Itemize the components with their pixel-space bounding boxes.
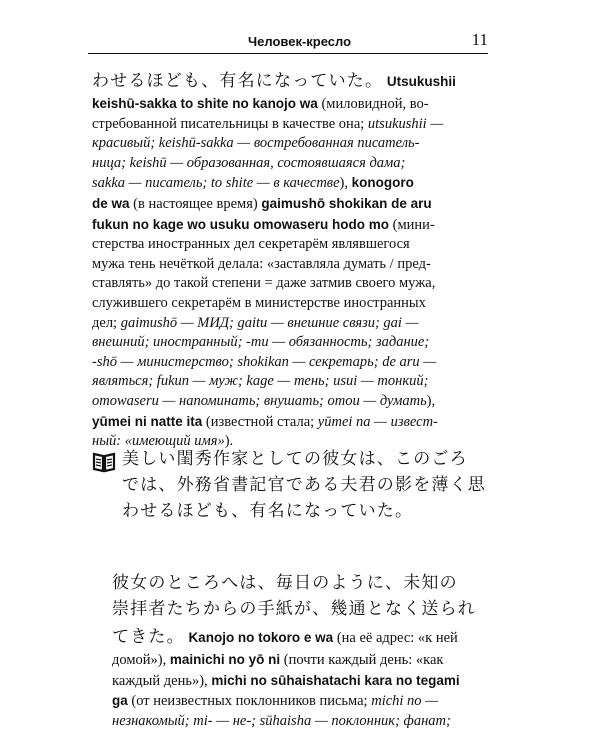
translation-text: ). [224,433,234,450]
translation-text: (миловидной, во- [317,96,429,112]
romaji-term: michi no sūhaishatachi kara no tegami [211,672,460,688]
text-line [92,173,492,194]
romaji-term: gaimushō shokikan de aru [261,195,432,211]
text-line [92,194,492,215]
translation-text: ), [426,392,436,409]
glossary-line: -shō — министерство; shokikan — секретарь; de aru — [92,353,437,370]
text-line [112,691,492,712]
japanese-fragment: てきた。 [112,627,185,647]
text-line [112,650,492,671]
annotation-block-bottom [112,570,492,731]
text-line [92,314,492,334]
japanese-line: 崇拝者たちからの手紙が、幾通となく送られ [112,599,476,619]
translation-line: стерства иностранных дел секретарём являвшегося [92,236,410,253]
romaji-term: keishū-sakka to shite no kanojo wa [92,96,318,111]
romaji-term: Utsukushii [386,74,456,89]
glossary-line: красивый; keishū-sakka — востребованная писатель- [92,135,420,152]
text-line [112,624,492,650]
translation-line: ставлять» до такой степени = даже затмив своего мужа, [92,275,436,292]
glossary-text: yūmei na — извест- [317,413,438,430]
japanese-line: わせるほども、有名になっていた。 [122,501,414,521]
japanese-fragment: わせるほども、有名になっていた。 [92,71,384,91]
open-book-icon [92,451,116,473]
text-line [92,68,492,94]
translation-text: ), [339,175,352,192]
glossary-line: являться; fukun — муж; kage — тень; usui — тонкий; [92,373,429,390]
text-line [112,671,492,692]
romaji-term: ga [112,693,128,709]
romaji-term: konogoro [351,175,414,191]
japanese-paragraph [122,446,502,524]
translation-text: (мини- [389,216,435,233]
translation-text: дел; [92,314,121,331]
translation-text: (на её адрес: «к ней [333,630,458,646]
glossary-text: omowaseru — напоминать; внушать; omou — думать [92,392,427,409]
glossary-line: внешний; иностранный; -mu — обязанность; задание; [92,334,430,351]
romaji-term: mainichi no yō ni [169,652,281,667]
glossary-text: sakka — писатель; to shite — в качестве [92,175,340,192]
romaji-term: Kanojo no tokoro e wa [188,630,334,645]
glossary-text: michi no — [371,693,439,710]
annotation-block-top [92,68,492,452]
text-line [92,412,492,433]
japanese-line: 彼女のところへは、毎日のように、未知の [112,573,458,593]
translation-text: домой»), [112,652,170,668]
glossary-text: gaimushō — МИД; gaitu — внешние связи; gai — [120,314,419,331]
text-line [92,115,492,135]
text-line [92,215,492,236]
translation-line: мужа тень нечёткой делала: «заставляла думать / пред- [92,255,431,272]
translation-line: служившего секретарём в министерстве иностранных [92,294,426,311]
glossary-line: незнакомый; mi- — не-; sūhaisha — поклонник; фанат; [112,712,451,729]
japanese-line: 美しい閨秀作家としての彼女は、このごろ [122,449,468,469]
page-number: 11 [471,30,488,49]
romaji-term: de wa [92,195,130,211]
glossary-text: utsukushii — [367,115,444,132]
translation-text: (известной стала; [202,413,318,430]
page-header [88,26,488,52]
japanese-line: では、外務省書記官である夫君の影を薄く思 [122,475,486,495]
romaji-term: yūmei ni natte ita [92,413,203,429]
text-line [92,94,492,115]
translation-text: (почти каждый день: «как [280,652,444,668]
translation-text: (в настоящее время) [129,195,262,212]
translation-text: (от неизвестных поклонников письма; [127,693,372,710]
glossary-line: ница; keishū — образованная, состоявшаяся дама; [92,154,406,171]
romaji-term: fukun no kage wo usuku omowaseru hodo mo [92,216,390,232]
text-line [92,392,492,412]
translation-text: каждый день»), [112,672,212,689]
glossary-text: ный: «имеющий имя» [92,433,225,450]
running-title: Человек-кресло [248,34,352,49]
translation-text: стребованной писательницы в качестве она; [92,115,368,132]
header-rule [88,53,488,54]
